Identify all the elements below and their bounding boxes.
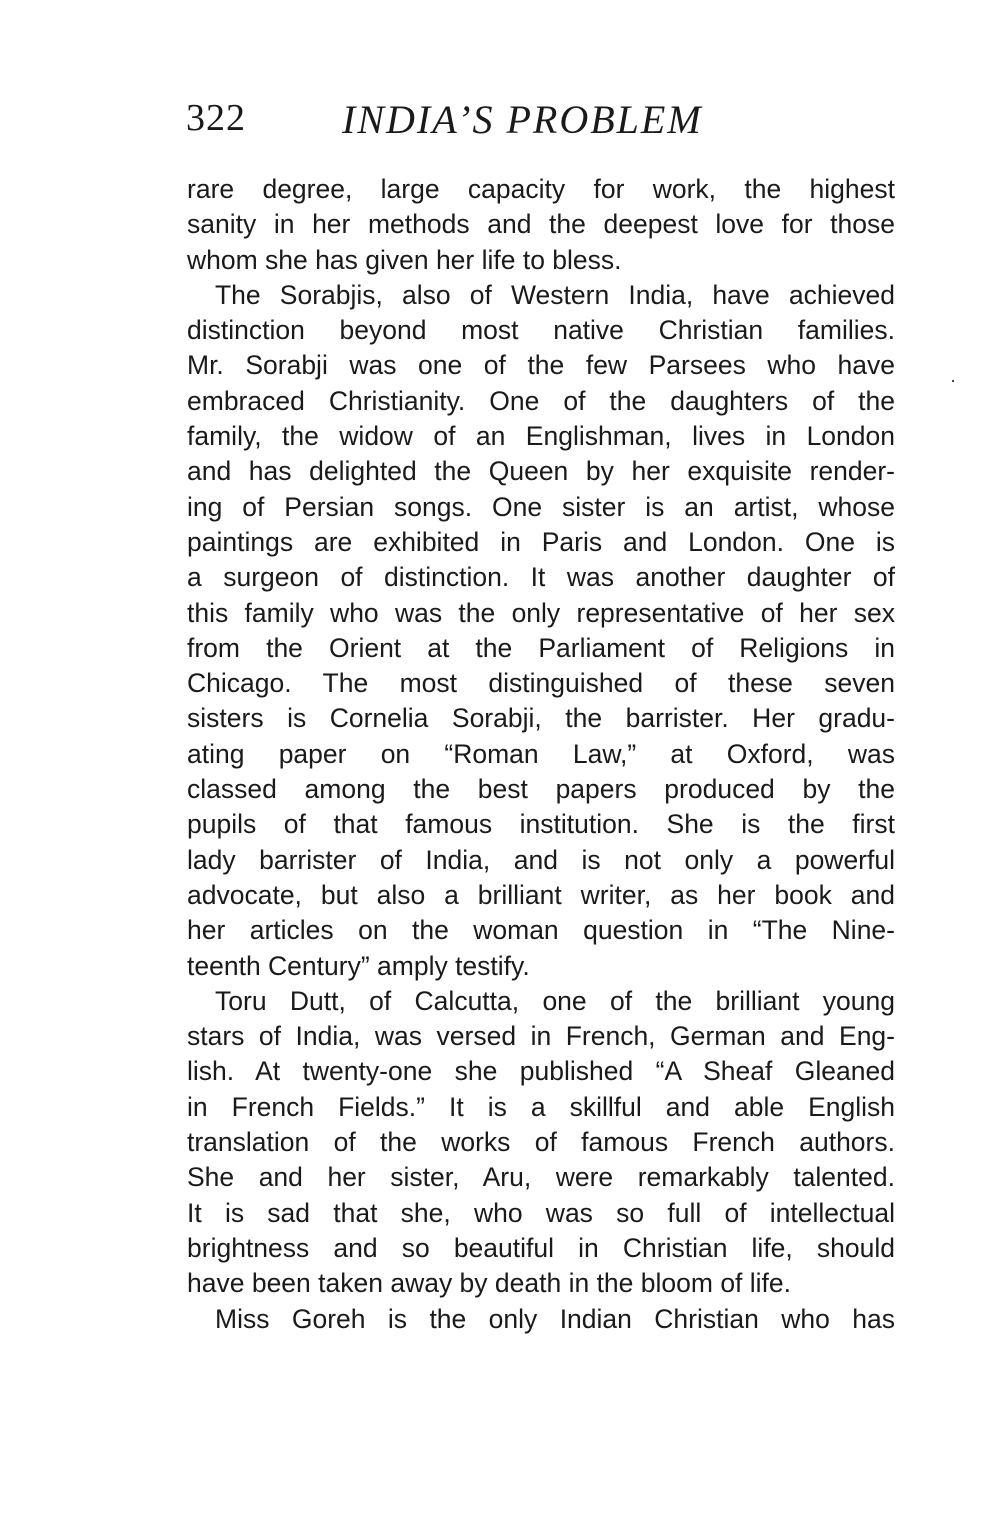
text-line: It is sad that she, who was so full of intellectual: [187, 1197, 895, 1228]
text-line: pupils of that famous institution. She is the first: [187, 809, 895, 840]
text-line: Chicago. The most distinguished of these seven: [187, 668, 895, 699]
body-text: [187, 172, 895, 1337]
stray-mark: [952, 380, 954, 382]
text-line: paintings are exhibited in Paris and London. One is: [187, 526, 895, 557]
text-line: embraced Christianity. One of the daughters of the: [187, 385, 895, 416]
text-line: advocate, but also a brilliant writer, as her book and: [187, 879, 895, 910]
running-title: INDIA’S PROBLEM: [342, 97, 703, 142]
text-line: lady barrister of India, and is not only a powerful: [187, 844, 895, 875]
text-line: her articles on the woman question in “The Nine-: [187, 915, 895, 946]
text-line: stars of India, was versed in French, German and Eng-: [187, 1021, 895, 1052]
text-line: ing of Persian songs. One sister is an artist, whose: [187, 491, 895, 522]
text-line: classed among the best papers produced by the: [187, 774, 895, 805]
text-line: sisters is Cornelia Sorabji, the barrister. Her gradu-: [187, 703, 895, 734]
text-line: She and her sister, Aru, were remarkably talented.: [187, 1162, 895, 1193]
text-line: Miss Goreh is the only Indian Christian who has: [215, 1303, 895, 1334]
text-line: distinction beyond most native Christian families.: [187, 315, 895, 346]
text-line: teenth Century” amply testify.: [187, 950, 530, 981]
text-line: family, the widow of an Englishman, lives in London: [187, 421, 895, 452]
text-line: have been taken away by death in the bloom of life.: [187, 1268, 792, 1299]
text-line: brightness and so beautiful in Christian life, should: [187, 1232, 895, 1263]
text-line: from the Orient at the Parliament of Religions in: [187, 632, 895, 663]
text-line: ating paper on “Roman Law,” at Oxford, was: [187, 738, 895, 769]
text-line: rare degree, large capacity for work, the highest: [187, 174, 895, 204]
text-line: The Sorabjis, also of Western India, have achieved: [215, 279, 895, 310]
running-head: [186, 96, 896, 146]
text-line: Mr. Sorabji was one of the few Parsees who have: [187, 350, 895, 381]
text-line: and has delighted the Queen by her exquisite render-: [187, 456, 895, 487]
text-line: whom she has given her life to bless.: [187, 244, 622, 275]
text-line: this family who was the only representative of her sex: [187, 597, 895, 628]
text-line: a surgeon of distinction. It was another daughter of: [187, 562, 895, 593]
text-line: Toru Dutt, of Calcutta, one of the brilliant young: [215, 985, 895, 1016]
page-number: 322: [186, 97, 246, 139]
text-line: in French Fields.” It is a skillful and able English: [187, 1091, 895, 1122]
text-line: translation of the works of famous French authors.: [187, 1127, 895, 1158]
text-line: lish. At twenty-one she published “A Sheaf Gleaned: [187, 1056, 895, 1087]
text-line: sanity in her methods and the deepest love for those: [187, 209, 895, 240]
